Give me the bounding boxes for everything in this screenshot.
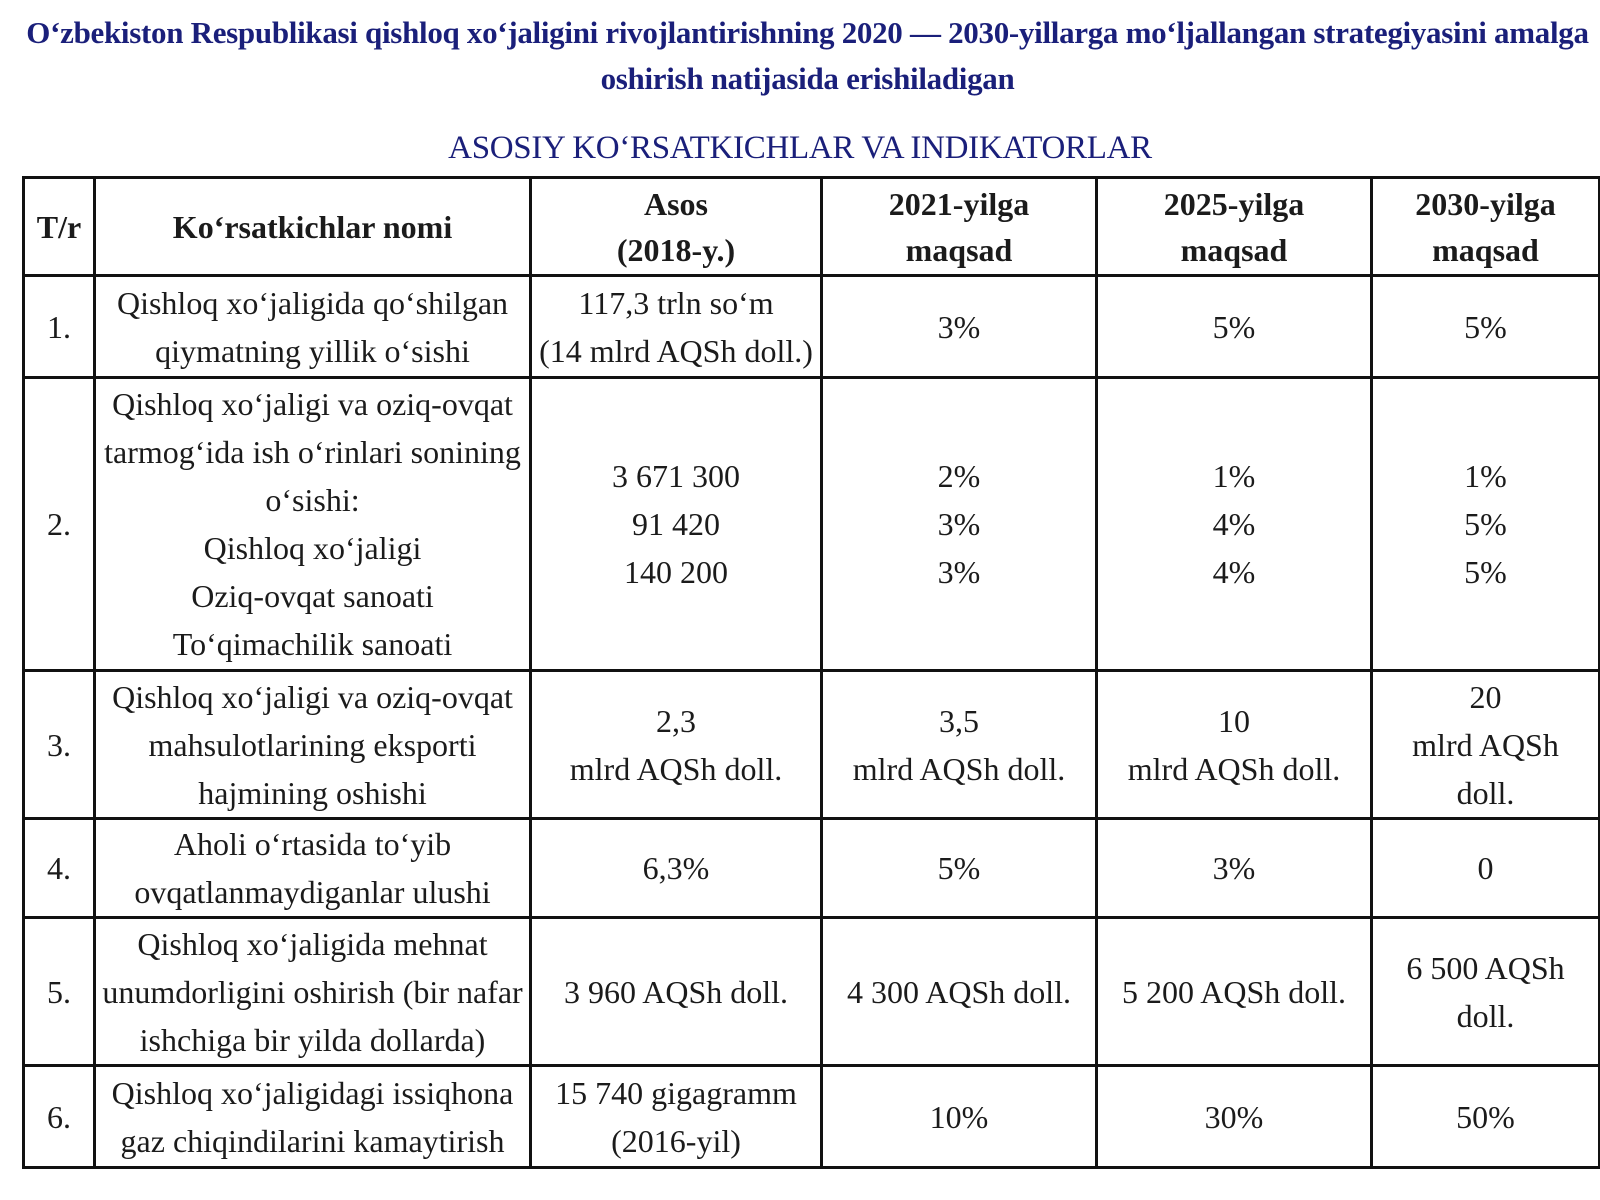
header-target-2025 [1097,178,1372,276]
cell-indicator-name-line: o‘sishi: [265,482,360,518]
cell-indicator-name-line: Qishloq xo‘jaligidagi issiqhona [111,1074,514,1111]
cell-target-2030 [1372,276,1600,378]
document-subtitle: ASOSIY KO‘RSATKICHLAR VA INDIKATORLAR [448,130,1152,166]
cell-indicator-name [95,1066,531,1168]
cell-base-2018 [531,276,822,378]
cell-number-line: 5. [47,973,71,1010]
cell-target-2025-line: 4% [1212,554,1256,590]
cell-target-2021-line: 3,5 [939,702,979,739]
cell-number [24,276,95,378]
cell-indicator-name-line: ovqatlanmaydiganlar ulushi [134,874,491,910]
cell-base-2018 [531,918,822,1066]
cell-target-2021 [822,671,1097,819]
header-2025-year: 2025-yilga [1163,185,1305,222]
cell-target-2025 [1097,819,1372,918]
cell-target-2021-line: 2% [937,458,981,494]
cell-indicator-name-line: hajmining oshishi [198,774,427,811]
cell-base-2018 [531,1066,822,1168]
table-header-row [24,178,1600,276]
table-row [24,819,1600,918]
cell-base-2018-line: 6,3% [642,850,710,886]
cell-indicator-name [95,819,531,918]
cell-target-2021 [822,276,1097,378]
cell-target-2030 [1372,819,1600,918]
cell-number [24,378,95,671]
cell-target-2030 [1372,671,1600,819]
cell-target-2021 [822,378,1097,671]
cell-target-2025-line: mlrd AQSh doll. [1127,750,1341,787]
cell-target-2030-line: 20 [1469,678,1502,715]
cell-target-2030-line: 5% [1464,554,1507,590]
cell-target-2021-line: 3% [937,308,981,345]
cell-target-2021 [822,1066,1097,1168]
cell-number-line: 3. [47,726,71,763]
cell-target-2025-line: 4% [1212,506,1256,542]
header-indicator-name [95,178,531,276]
cell-target-2030-line: 0 [1477,850,1494,886]
cell-indicator-name-line: Qishloq xo‘jaligi va oziq-ovqat [112,678,513,715]
cell-target-2030 [1372,918,1600,1066]
cell-base-2018 [531,378,822,671]
header-indicator-name-label: Ko‘rsatkichlar nomi [172,208,453,245]
document-title-line-2: oshirish natijasida erishiladigan [600,61,1015,96]
header-2021-target: maqsad [905,231,1013,268]
cell-target-2025 [1097,276,1372,378]
cell-base-2018-line: 3 960 AQSh doll. [563,973,789,1010]
cell-base-2018-line: mlrd AQSh doll. [569,750,783,787]
cell-indicator-name-line: ishchiga bir yilda dollarda) [139,1021,486,1058]
cell-number-line: 1. [47,308,71,345]
cell-indicator-name-line: Qishloq xo‘jaligida mehnat [137,925,488,962]
cell-number-line: 6. [47,1098,71,1135]
cell-target-2030-line: 50% [1456,1098,1515,1135]
cell-target-2021-line: 4 300 AQSh doll. [846,973,1072,1010]
cell-indicator-name-line: qiymatning yillik o‘sishi [155,332,470,369]
document-title [20,10,1595,102]
cell-indicator-name-line: unumdorligini oshirish (bir nafar [102,973,523,1010]
cell-target-2030-line: doll. [1456,774,1515,811]
header-target-2030 [1372,178,1600,276]
cell-target-2025-line: 1% [1212,458,1256,494]
cell-target-2021 [822,819,1097,918]
table-row [24,1066,1600,1168]
cell-target-2025-line: 10 [1218,702,1250,739]
cell-indicator-name-line: Aholi o‘rtasida to‘yib [173,826,452,862]
header-base-label: Asos [643,185,708,222]
table-row [24,918,1600,1066]
cell-target-2030 [1372,378,1600,671]
cell-target-2021-line: 10% [929,1098,989,1135]
cell-target-2030-line: 5% [1464,506,1507,542]
header-base-2018 [531,178,822,276]
header-base-year: (2018-y.) [616,231,736,268]
cell-indicator-name-line: To‘qimachilik sanoati [172,626,453,662]
cell-target-2030-line: 5% [1464,308,1507,345]
cell-base-2018-line: 91 420 [632,506,720,542]
cell-indicator-name-line: Qishloq xo‘jaligi va oziq-ovqat [112,386,513,422]
cell-target-2021 [822,918,1097,1066]
cell-target-2021-line: mlrd AQSh doll. [852,750,1066,787]
cell-base-2018 [531,819,822,918]
cell-number [24,819,95,918]
cell-base-2018-line: (14 mlrd AQSh doll.) [539,332,813,369]
cell-base-2018 [531,671,822,819]
header-2025-target: maqsad [1180,231,1288,268]
cell-target-2030-line: mlrd AQSh [1412,726,1559,763]
cell-indicator-name-line: Qishloq xo‘jaligida qo‘shilgan [116,284,509,321]
cell-target-2021-line: 3% [937,554,981,590]
cell-target-2025-line: 5 200 AQSh doll. [1121,973,1347,1010]
cell-base-2018-line: (2016-yil) [611,1122,741,1159]
cell-target-2021-line: 3% [937,506,981,542]
cell-indicator-name-line: Oziq-ovqat sanoati [191,578,434,614]
cell-number-line: 4. [47,850,71,886]
cell-indicator-name-line: mahsulotlarining eksporti [148,726,477,763]
cell-indicator-name-line: gaz chiqindilarini kamaytirish [120,1122,505,1159]
table-row [24,671,1600,819]
cell-indicator-name [95,276,531,378]
cell-target-2021-line: 5% [937,850,981,886]
cell-target-2030-line: 1% [1464,458,1507,494]
cell-base-2018-line: 140 200 [624,554,728,590]
cell-number [24,918,95,1066]
cell-target-2025-line: 3% [1212,850,1256,886]
cell-number [24,671,95,819]
cell-target-2030-line: doll. [1456,997,1515,1034]
cell-base-2018-line: 117,3 trln so‘m [578,284,774,321]
cell-target-2025 [1097,378,1372,671]
header-2030-year: 2030-yilga [1415,185,1556,222]
header-target-2021 [822,178,1097,276]
table-row [24,276,1600,378]
cell-target-2025-line: 30% [1204,1098,1264,1135]
header-number-label: T/r [36,208,82,245]
cell-target-2025 [1097,1066,1372,1168]
cell-indicator-name-line: tarmog‘ida ish o‘rinlari sonining [104,434,521,470]
cell-target-2025 [1097,671,1372,819]
cell-target-2030-line: 6 500 AQSh [1406,949,1565,986]
cell-base-2018-line: 15 740 gigagramm [555,1074,797,1111]
header-number [24,178,95,276]
cell-indicator-name [95,378,531,671]
indicators-table [22,176,1600,1169]
cell-indicator-name [95,671,531,819]
cell-indicator-name-line: Qishloq xo‘jaligi [203,530,422,566]
cell-indicator-name [95,918,531,1066]
header-2030-target: maqsad [1432,231,1539,268]
header-2021-year: 2021-yilga [888,185,1030,222]
cell-target-2030 [1372,1066,1600,1168]
cell-number [24,1066,95,1168]
cell-target-2025-line: 5% [1212,308,1256,345]
cell-base-2018-line: 2,3 [656,702,696,739]
document-title-line-1: O‘zbekiston Respublikasi qishloq xo‘jaligini rivojlantirishning 2020 — 2030-yillarga mo‘ljallangan strategiyasini amalga [26,15,1589,50]
table-row [24,378,1600,671]
cell-target-2025 [1097,918,1372,1066]
cell-number-line: 2. [47,506,71,542]
cell-base-2018-line: 3 671 300 [612,458,740,494]
